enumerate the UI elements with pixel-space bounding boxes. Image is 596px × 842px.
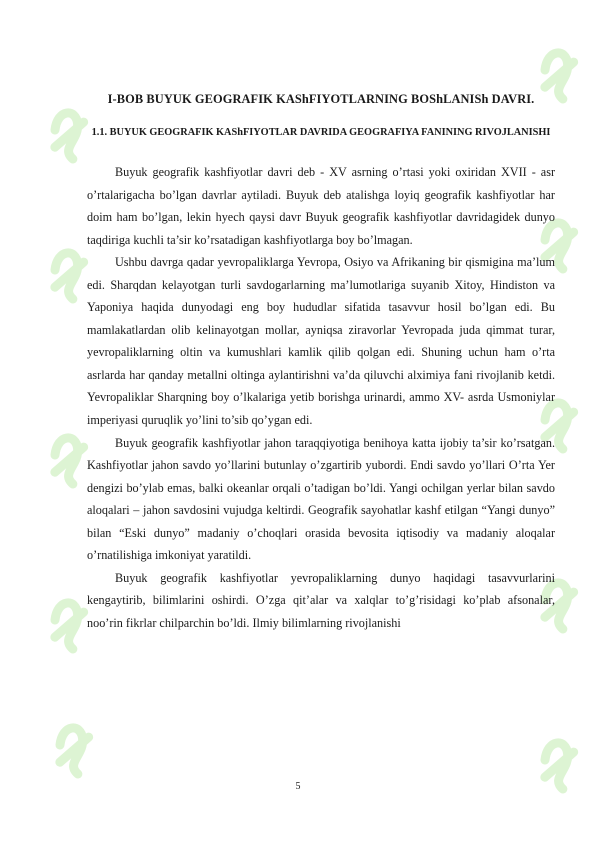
paragraph-4: Buyuk geografik kashfiyotlar yevropaliklarning dunyo haqidagi tasavvurlarini kengaytirib, bilimlarini oshirdi. O’zga qit’alar va xalqlar to’g’risidagi ko’plab afsonalar, noo’rin fikrlar chilparchin bo’ldi. Ilmiy bilimlarning rivojlanishi	[87, 570, 555, 630]
paragraph-2: Ushbu davrga qadar yevropaliklarga Yevropa, Osiyo va Afrikaning bir qismigina ma’lum edi. Sharqdan kelayotgan turli savdogarlarning ma’lumotlariga suyanib Xitoy, Hindiston va Yaponiya haqida dunyodagi eng boy hududlar sifatida tasavvur hosil bo’lgan edi. Bu mamlakatlardan olib kelinayotgan mollar, ayniqsa ziravorlar Yevropada juda qimmat turar, yevropaliklarning oltin va kumushlari kamlik qilib qolgan edi. Shuning uchun ham o’rta asrlarda har qanday metallni oltinga aylantirishni va’da qiluvchi alximiya fani rivojlanib ketdi. Yevropaliklar Sharqning boy o’lkalariga yetib borishga urinardi, ammo XV- asrda Usmoniylar imperiyasi quruqlik yo’lini to’sib qo’ygan edi.	[87, 255, 555, 428]
paragraph-3: Buyuk geografik kashfiyotlar jahon taraqqiyotiga benihoya katta ijobiy ta’sir ko’rsatgan. Kashfiyotlar jahon savdo yo’llarini butunlay o’zgartirib yubordi. Endi savdo yo’llari O’rta Yer dengizi bo’ylab emas, balki okeanlar orqali o’tadigan bo’ldi. Yangi ochilgan yerlar bilan savdo aloqalari – jahon savdosini vujudga keltirdi. Geografik sayohatlar kashf etilgan “Yangi dunyo” bilan “Eski dunyo” madaniy o’choqlari orasida bevosita iqtisodiy va madaniy aloqalar o’rnatilishiga imkoniyat yaratildi.	[87, 435, 555, 563]
paragraph-1: Buyuk geografik kashfiyotlar davri deb - XV asrning o’rtasi yoki oxiridan XVII - asr o’rtalarigacha bo’lgan davrlar aytiladi. Buyuk deb atalishga loyiq geografik kashfiyotlar har doim ham bo’lgan, lekin hyech qaysi davr Buyuk geografik kashfiyotlar davridagidek dunyo taqdiriga kuchli ta’sir ko’rsatadigan kashfiyotlarga boy bo’lmagan.	[87, 165, 555, 247]
page-body	[87, 92, 555, 634]
section-title: 1.1. BUYUK GEOGRAFIK KAShFIYOTLAR DAVRIDA GEOGRAFIYA FANINING RIVOJLANISHI	[91, 127, 551, 138]
page-number: 5	[295, 781, 301, 792]
chapter-title: I-BOB BUYUK GEOGRAFIK KAShFIYOTLARNING BOShLANISh DAVRI.	[107, 92, 535, 106]
watermark-logo-left-5	[47, 722, 102, 778]
